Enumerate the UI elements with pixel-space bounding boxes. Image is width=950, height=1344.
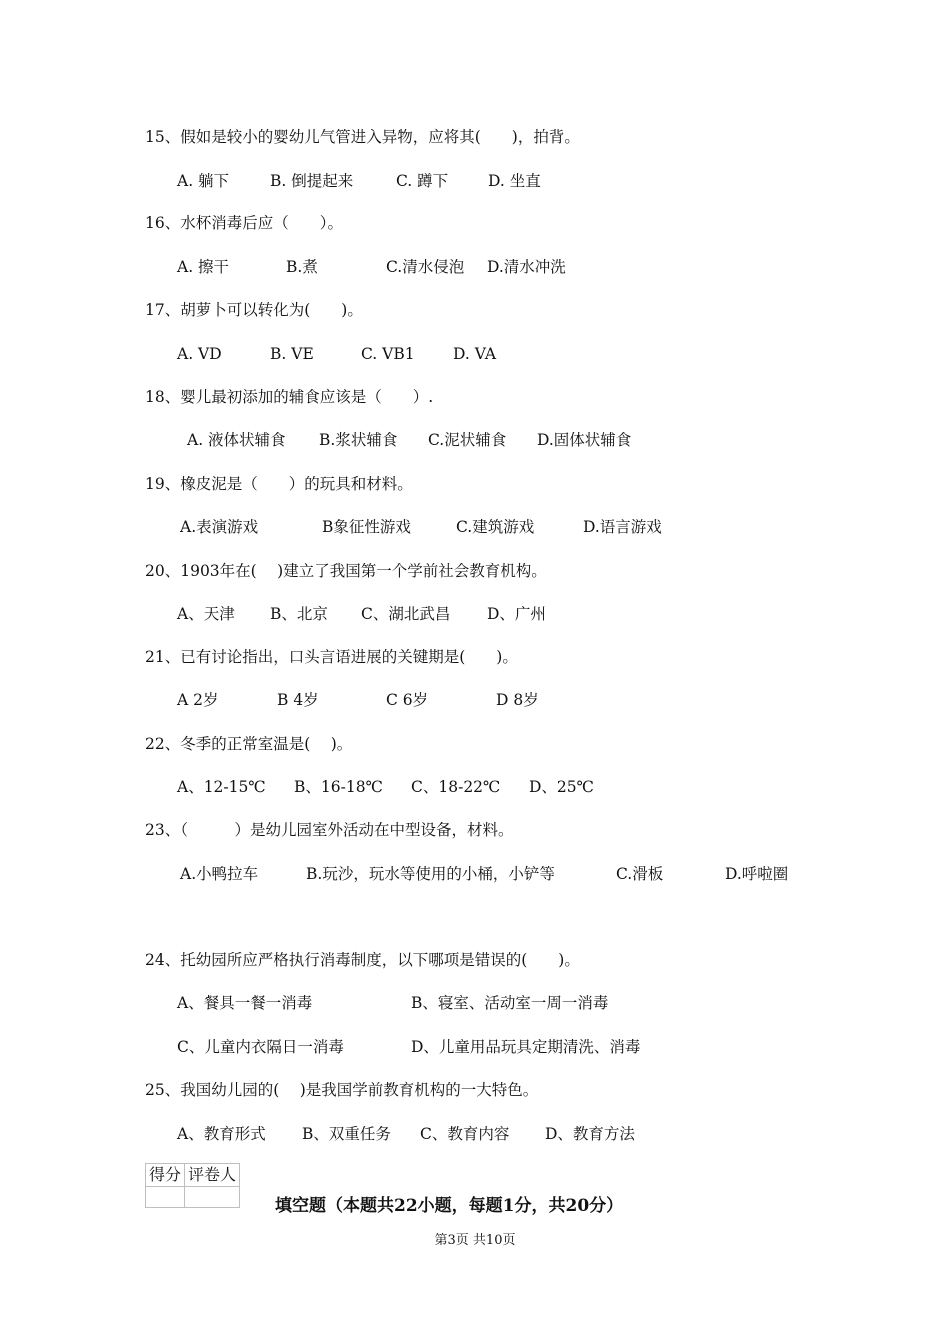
question-21-stem: 21、已有讨论指出，口头言语进展的关键期是( )。 <box>145 648 518 666</box>
question-25-option-b: B、双重任务 <box>302 1125 391 1143</box>
question-16-option-c: C.清水侵泡 <box>386 258 465 276</box>
question-23-stem: 23、（ ）是幼儿园室外活动在中型设备，材料。 <box>145 821 514 839</box>
page-footer: 第3页 共10页 <box>434 1233 516 1248</box>
question-20-option-c: C、湖北武昌 <box>361 605 451 623</box>
question-24-option-a: A、餐具一餐一消毒 <box>177 994 313 1012</box>
question-18-option-a: A. 液体状辅食 <box>187 431 286 449</box>
question-17-option-c: C. VB1 <box>361 345 415 363</box>
section-title: 填空题（本题共22小题，每题1分，共20分） <box>275 1196 624 1216</box>
question-22-option-a: A、12-15℃ <box>177 778 266 796</box>
question-25-option-d: D、教育方法 <box>545 1125 635 1143</box>
question-23-option-c: C.滑板 <box>616 865 664 883</box>
reviewer-cell <box>185 1187 240 1208</box>
question-25-option-a: A、教育形式 <box>177 1125 266 1143</box>
question-20-stem: 20、1903年在( )建立了我国第一个学前社会教育机构。 <box>145 562 547 580</box>
question-18-option-b: B.浆状辅食 <box>319 431 398 449</box>
question-17-option-a: A. VD <box>177 345 222 363</box>
question-19-option-c: C.建筑游戏 <box>456 518 535 536</box>
question-25-option-c: C、教育内容 <box>420 1125 510 1143</box>
question-18-option-d: D.固体状辅食 <box>537 431 632 449</box>
question-15-option-a: A. 躺下 <box>177 172 230 190</box>
question-24-option-b: B、寝室、活动室一周一消毒 <box>411 994 609 1012</box>
question-17-option-b: B. VE <box>270 345 314 363</box>
reviewer-header: 评卷人 <box>185 1164 240 1187</box>
question-23-option-d: D.呼啦圈 <box>725 865 789 883</box>
question-25-stem: 25、我国幼儿园的( )是我国学前教育机构的一大特色。 <box>145 1081 539 1099</box>
score-cell <box>146 1187 185 1208</box>
question-21-option-d: D 8岁 <box>496 691 539 709</box>
question-15-option-b: B. 倒提起来 <box>270 172 354 190</box>
question-15-stem: 15、假如是较小的婴幼儿气管进入异物，应将其( )，拍背。 <box>145 128 580 146</box>
question-22-stem: 22、冬季的正常室温是( )。 <box>145 735 353 753</box>
question-18-stem: 18、婴儿最初添加的辅食应该是（ ）. <box>145 388 434 406</box>
score-header: 得分 <box>146 1164 185 1187</box>
question-19-option-b: B象征性游戏 <box>322 518 411 536</box>
question-20-option-b: B、北京 <box>270 605 328 623</box>
question-19-option-d: D.语言游戏 <box>583 518 662 536</box>
question-16-option-d: D.清水冲洗 <box>487 258 566 276</box>
question-19-stem: 19、橡皮泥是（ ）的玩具和材料。 <box>145 475 413 493</box>
question-23-option-b: B.玩沙，玩水等使用的小桶，小铲等 <box>306 865 555 883</box>
question-21-option-a: A 2岁 <box>177 691 219 709</box>
question-16-stem: 16、水杯消毒后应（ ）。 <box>145 214 343 232</box>
question-19-option-a: A.表演游戏 <box>180 518 259 536</box>
question-15-option-d: D. 坐直 <box>488 172 541 190</box>
question-24-option-c: C、儿童内衣隔日一消毒 <box>177 1038 344 1056</box>
question-16-option-b: B.煮 <box>286 258 318 276</box>
question-16-option-a: A. 擦干 <box>177 258 230 276</box>
question-23-option-a: A.小鸭拉车 <box>180 865 259 883</box>
question-20-option-d: D、广州 <box>487 605 546 623</box>
question-22-option-c: C、18-22℃ <box>411 778 501 796</box>
question-22-option-b: B、16-18℃ <box>294 778 383 796</box>
question-22-option-d: D、25℃ <box>529 778 594 796</box>
question-15-option-c: C. 蹲下 <box>396 172 449 190</box>
question-24-option-d: D、儿童用品玩具定期清洗、消毒 <box>411 1038 641 1056</box>
question-18-option-c: C.泥状辅食 <box>428 431 507 449</box>
question-17-option-d: D. VA <box>453 345 497 363</box>
question-21-option-c: C 6岁 <box>386 691 429 709</box>
question-24-stem: 24、托幼园所应严格执行消毒制度，以下哪项是错误的( )。 <box>145 951 580 969</box>
question-20-option-a: A、天津 <box>177 605 235 623</box>
question-17-stem: 17、胡萝卜可以转化为( )。 <box>145 301 363 319</box>
score-table <box>145 1163 240 1208</box>
question-21-option-b: B 4岁 <box>277 691 319 709</box>
